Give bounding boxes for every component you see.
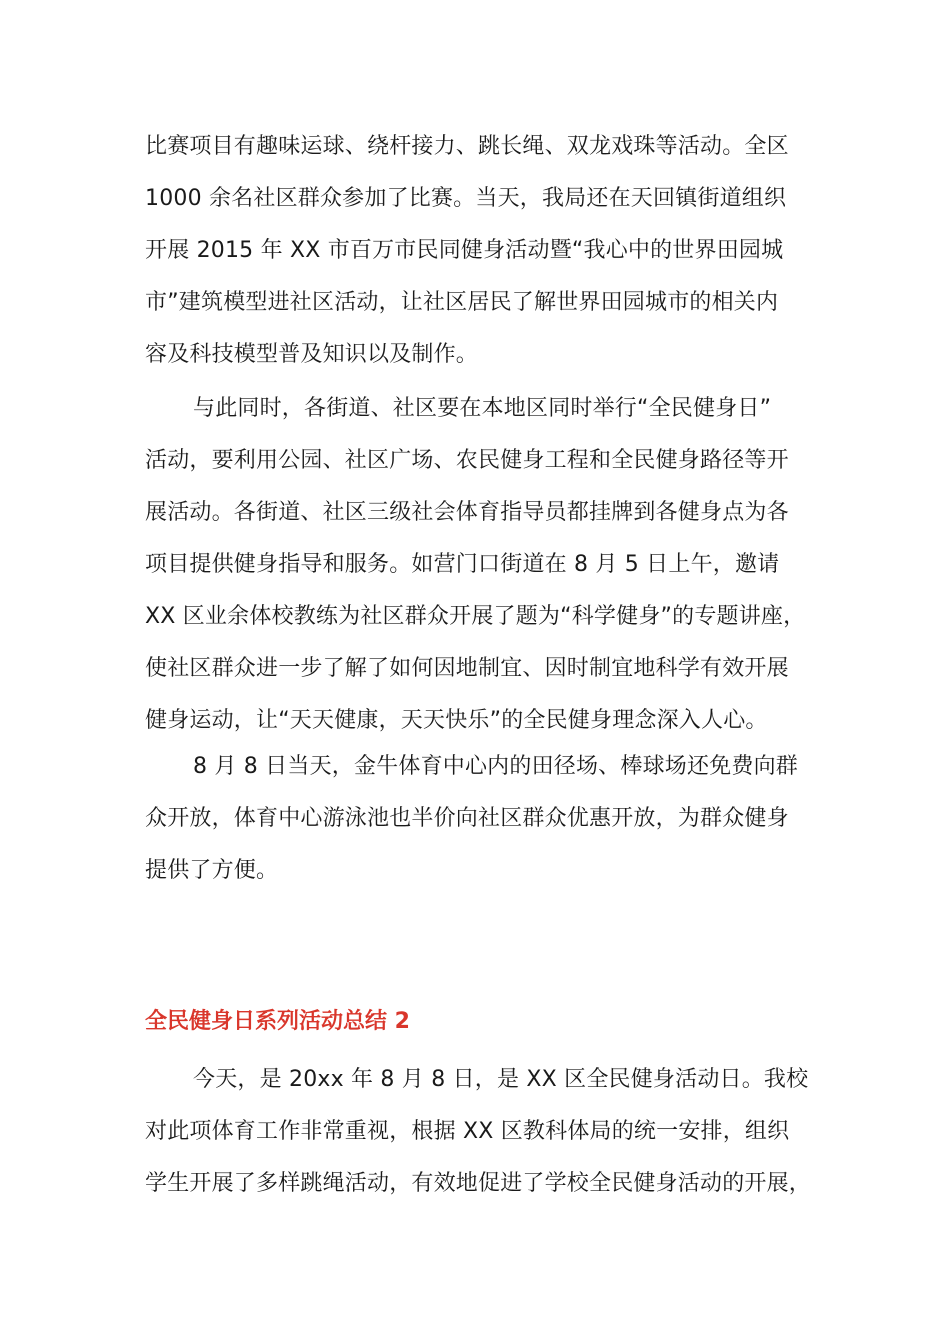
section-heading: 全民健身日系列活动总结 2: [145, 1009, 410, 1034]
paragraph-4: [145, 1054, 825, 1210]
paragraph-line: 活动，要利用公园、社区广场、农民健身工程和全民健身路径等开: [145, 448, 789, 473]
paragraph-line: 使社区群众进一步了解了如何因地制宜、因时制宜地科学有效开展: [145, 656, 789, 681]
paragraph-line: 今天，是 20xx 年 8 月 8 日，是 XX 区全民健身活动日。我校: [193, 1067, 809, 1092]
paragraph-line: 提供了方便。: [145, 858, 279, 883]
paragraph-line: 众开放，体育中心游泳池也半价向社区群众优惠开放，为群众健身: [145, 806, 789, 831]
paragraph-line: 展活动。各街道、社区三级社会体育指导员都挂牌到各健身点为各: [145, 500, 789, 525]
paragraph-line: 学生开展了多样跳绳活动，有效地促进了学校全民健身活动的开展，: [145, 1171, 812, 1196]
paragraph-line: 市”建筑模型进社区活动，让社区居民了解世界田园城市的相关内: [145, 290, 779, 315]
paragraph-line: 项目提供健身指导和服务。如营门口街道在 8 月 5 日上午，邀请: [145, 552, 780, 577]
paragraph-1: [145, 121, 825, 381]
paragraph-line: XX 区业余体校教练为社区群众开展了题为“科学健身”的专题讲座，: [145, 604, 806, 629]
paragraph-line: 开展 2015 年 XX 市百万市民同健身活动暨“我心中的世界田园城: [145, 238, 784, 263]
paragraph-line: 与此同时，各街道、社区要在本地区同时举行“全民健身日”: [193, 396, 772, 421]
paragraph-line: 8 月 8 日当天，金牛体育中心内的田径场、棒球场还免费向群: [193, 754, 798, 779]
paragraph-line: 对此项体育工作非常重视，根据 XX 区教科体局的统一安排，组织: [145, 1119, 790, 1144]
paragraph-3: [145, 741, 825, 897]
paragraph-line: 比赛项目有趣味运球、绕杆接力、跳长绳、双龙戏珠等活动。全区: [145, 134, 789, 159]
paragraph-line: 健身运动，让“天天健康，天天快乐”的全民健身理念深入人心。: [145, 708, 768, 733]
paragraph-2: [145, 383, 825, 747]
paragraph-line: 1000 余名社区群众参加了比赛。当天，我局还在天回镇街道组织: [145, 186, 787, 211]
paragraph-line: 容及科技模型普及知识以及制作。: [145, 342, 479, 367]
